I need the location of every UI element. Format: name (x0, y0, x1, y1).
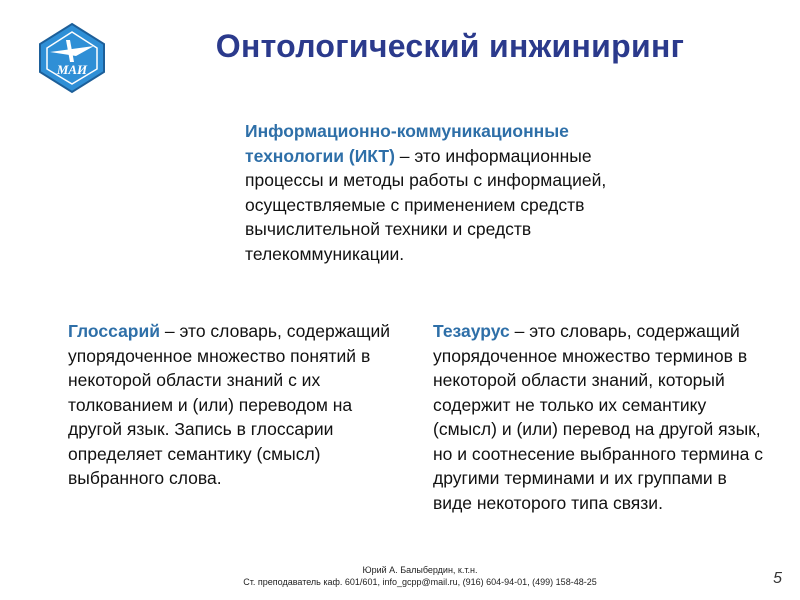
thesaurus-definition (433, 319, 768, 515)
mai-logo (36, 22, 108, 94)
footer-contacts: Ст. преподаватель каф. 601/601, info_gcpp@mail.ru, (916) 604-94-01, (499) 158-48-25 (243, 577, 597, 587)
glossary-text: – это словарь, содержащий упорядоченное множество понятий в некоторой области знаний с их толкованием и (или) переводом на другой язык. Запись в глоссарии определяет семантику (смысл) выбранного слова. (68, 321, 391, 488)
page-number: 5 (773, 570, 782, 587)
glossary-term: Глоссарий (68, 321, 161, 341)
footer-author: Юрий А. Балыбердин, к.т.н. (362, 565, 478, 575)
thesaurus-text: – это словарь, содержащий упорядоченное множество терминов в некоторой области знаний, который содержит не только их семантику (смысл) и (или) перевод на другой язык, но и соотнесение выбранного термина с другими терминами и их группами в виде некоторого типа связи. (433, 321, 763, 513)
ikt-term: Информационно-коммуникационные технологии (ИКТ) (245, 121, 569, 166)
ikt-definition (245, 119, 645, 266)
logo-text: МАИ (56, 62, 88, 77)
page-title: Онтологический инжиниринг (215, 28, 685, 64)
glossary-definition (68, 319, 398, 491)
ikt-text: – это информационные процессы и методы работы с информацией, осуществляемые с применением средств вычислительной техники и средств телекоммуникации. (245, 145, 607, 264)
thesaurus-term: Тезаурус (433, 321, 510, 341)
